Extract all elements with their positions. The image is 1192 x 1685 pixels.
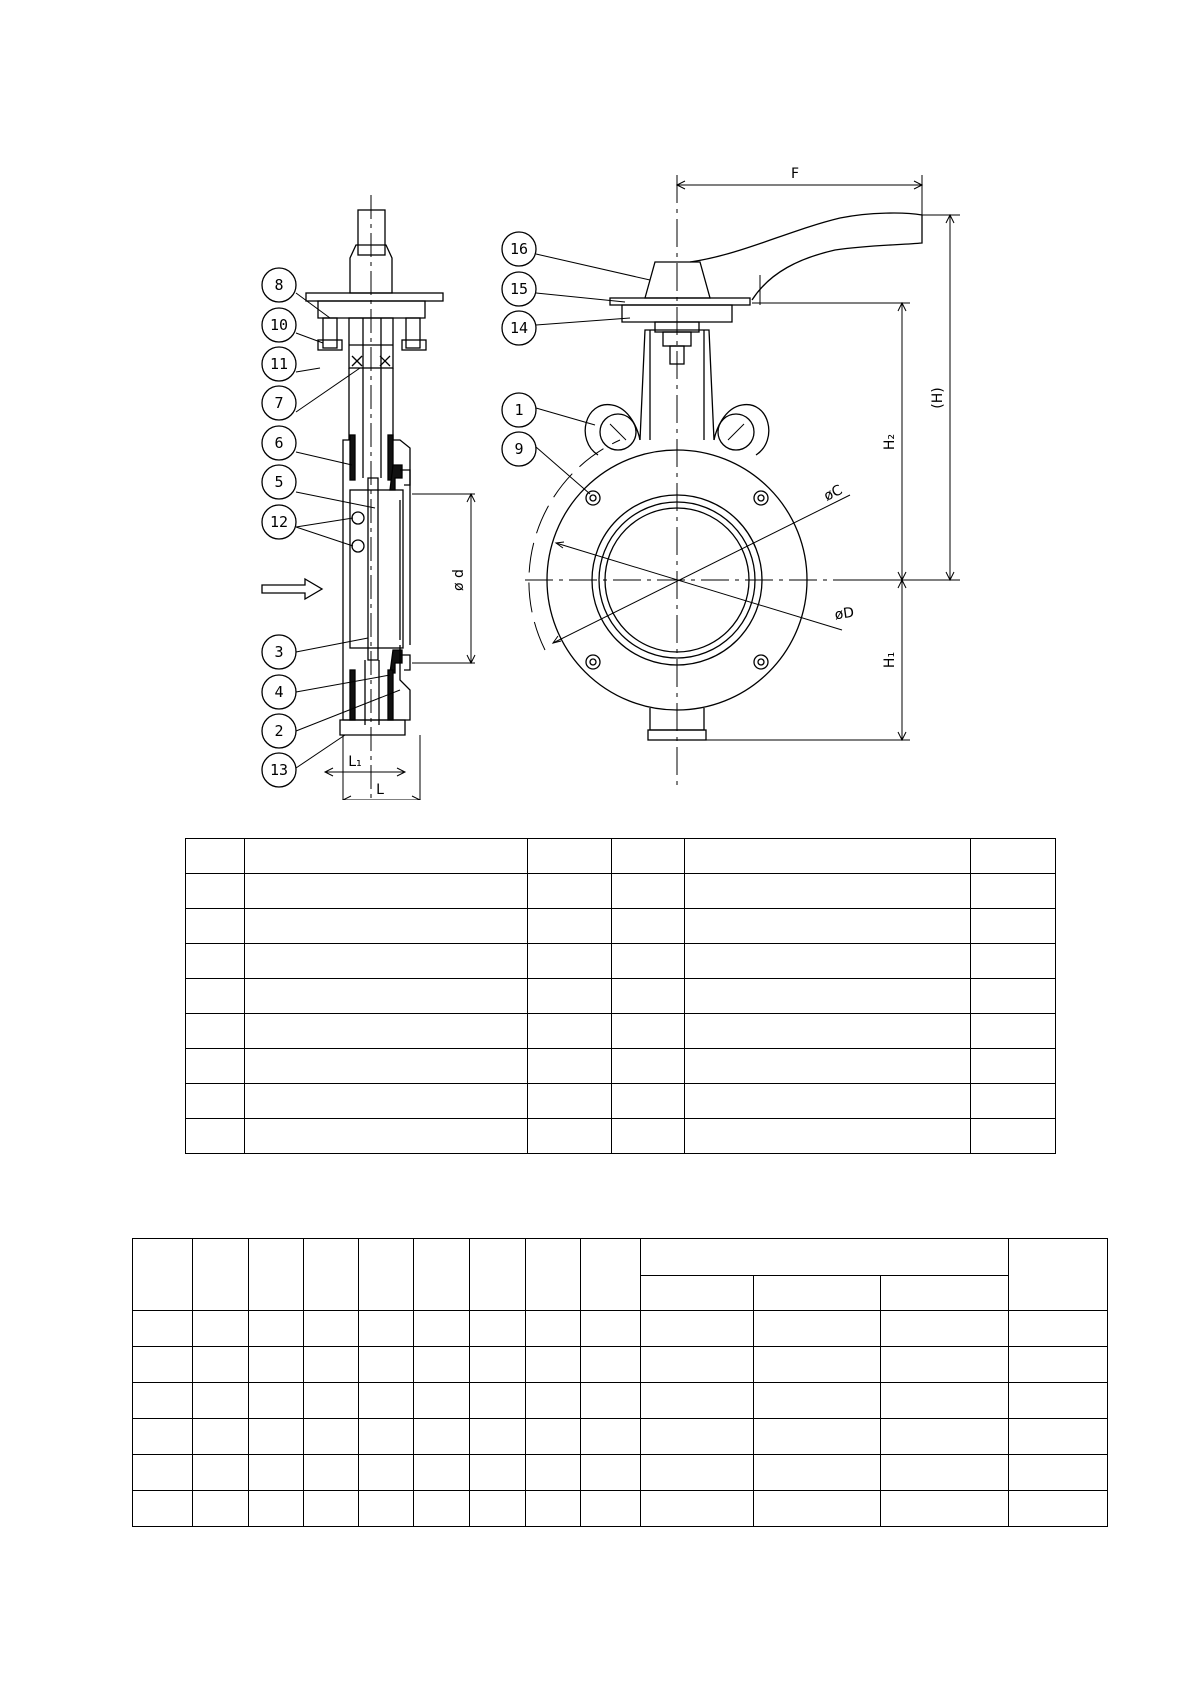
svg-text:7: 7 bbox=[274, 394, 284, 412]
callouts bbox=[262, 232, 536, 787]
callout-11 bbox=[262, 347, 296, 381]
svg-text:16: 16 bbox=[509, 240, 529, 258]
callout-7 bbox=[262, 386, 296, 420]
callout-1 bbox=[502, 393, 536, 427]
dim-label-L1: L₁ bbox=[348, 754, 362, 770]
table-row bbox=[133, 1383, 1108, 1419]
table-row bbox=[186, 839, 1056, 874]
table-row bbox=[133, 1455, 1108, 1491]
svg-text:1: 1 bbox=[514, 401, 524, 419]
svg-text:5: 5 bbox=[274, 473, 284, 491]
valve-drawing bbox=[0, 0, 1192, 800]
table-row bbox=[186, 944, 1056, 979]
table-header-row bbox=[133, 1239, 1108, 1276]
dim-label-phi-D: øD bbox=[833, 604, 856, 624]
table-row bbox=[186, 1049, 1056, 1084]
front-view bbox=[525, 175, 960, 785]
callout-14 bbox=[502, 311, 536, 345]
svg-text:13: 13 bbox=[269, 761, 289, 779]
callout-13 bbox=[262, 753, 296, 787]
dim-label-L: L bbox=[376, 782, 384, 798]
callout-15 bbox=[502, 272, 536, 306]
callout-5 bbox=[262, 465, 296, 499]
table-row bbox=[133, 1419, 1108, 1455]
callout-16 bbox=[502, 232, 536, 266]
callout-2 bbox=[262, 714, 296, 748]
svg-text:8: 8 bbox=[274, 276, 284, 294]
svg-text:10: 10 bbox=[269, 316, 289, 334]
dim-label-F: F bbox=[790, 166, 800, 182]
dim-label-H: (H) bbox=[930, 387, 946, 409]
callout-9 bbox=[502, 432, 536, 466]
svg-text:4: 4 bbox=[274, 683, 284, 701]
table-row bbox=[133, 1491, 1108, 1527]
table-row bbox=[133, 1347, 1108, 1383]
callout-10 bbox=[262, 308, 296, 342]
svg-text:15: 15 bbox=[509, 280, 529, 298]
table-row bbox=[186, 874, 1056, 909]
dimension-table bbox=[132, 1238, 1108, 1527]
table-row bbox=[186, 1084, 1056, 1119]
callout-6 bbox=[262, 426, 296, 460]
parts-table bbox=[185, 838, 1056, 1154]
svg-text:11: 11 bbox=[269, 355, 289, 373]
table-row bbox=[186, 1014, 1056, 1049]
dim-label-H1: H₁ bbox=[882, 651, 898, 669]
svg-text:3: 3 bbox=[274, 643, 284, 661]
callout-4 bbox=[262, 675, 296, 709]
table-row bbox=[186, 1119, 1056, 1154]
table-row bbox=[186, 979, 1056, 1014]
table-row bbox=[133, 1311, 1108, 1347]
dim-label-phi-C: øC bbox=[821, 482, 845, 505]
svg-text:6: 6 bbox=[274, 434, 284, 452]
svg-text:14: 14 bbox=[509, 319, 529, 337]
callout-3 bbox=[262, 635, 296, 669]
dim-label-H2: H₂ bbox=[882, 433, 898, 451]
svg-text:9: 9 bbox=[514, 440, 524, 458]
svg-text:2: 2 bbox=[274, 722, 284, 740]
dim-label-phi-d: ø d bbox=[451, 569, 467, 591]
dimension-labels bbox=[348, 166, 946, 798]
callout-8 bbox=[262, 268, 296, 302]
svg-text:12: 12 bbox=[269, 513, 289, 531]
callout-12 bbox=[262, 505, 296, 539]
table-row bbox=[186, 909, 1056, 944]
